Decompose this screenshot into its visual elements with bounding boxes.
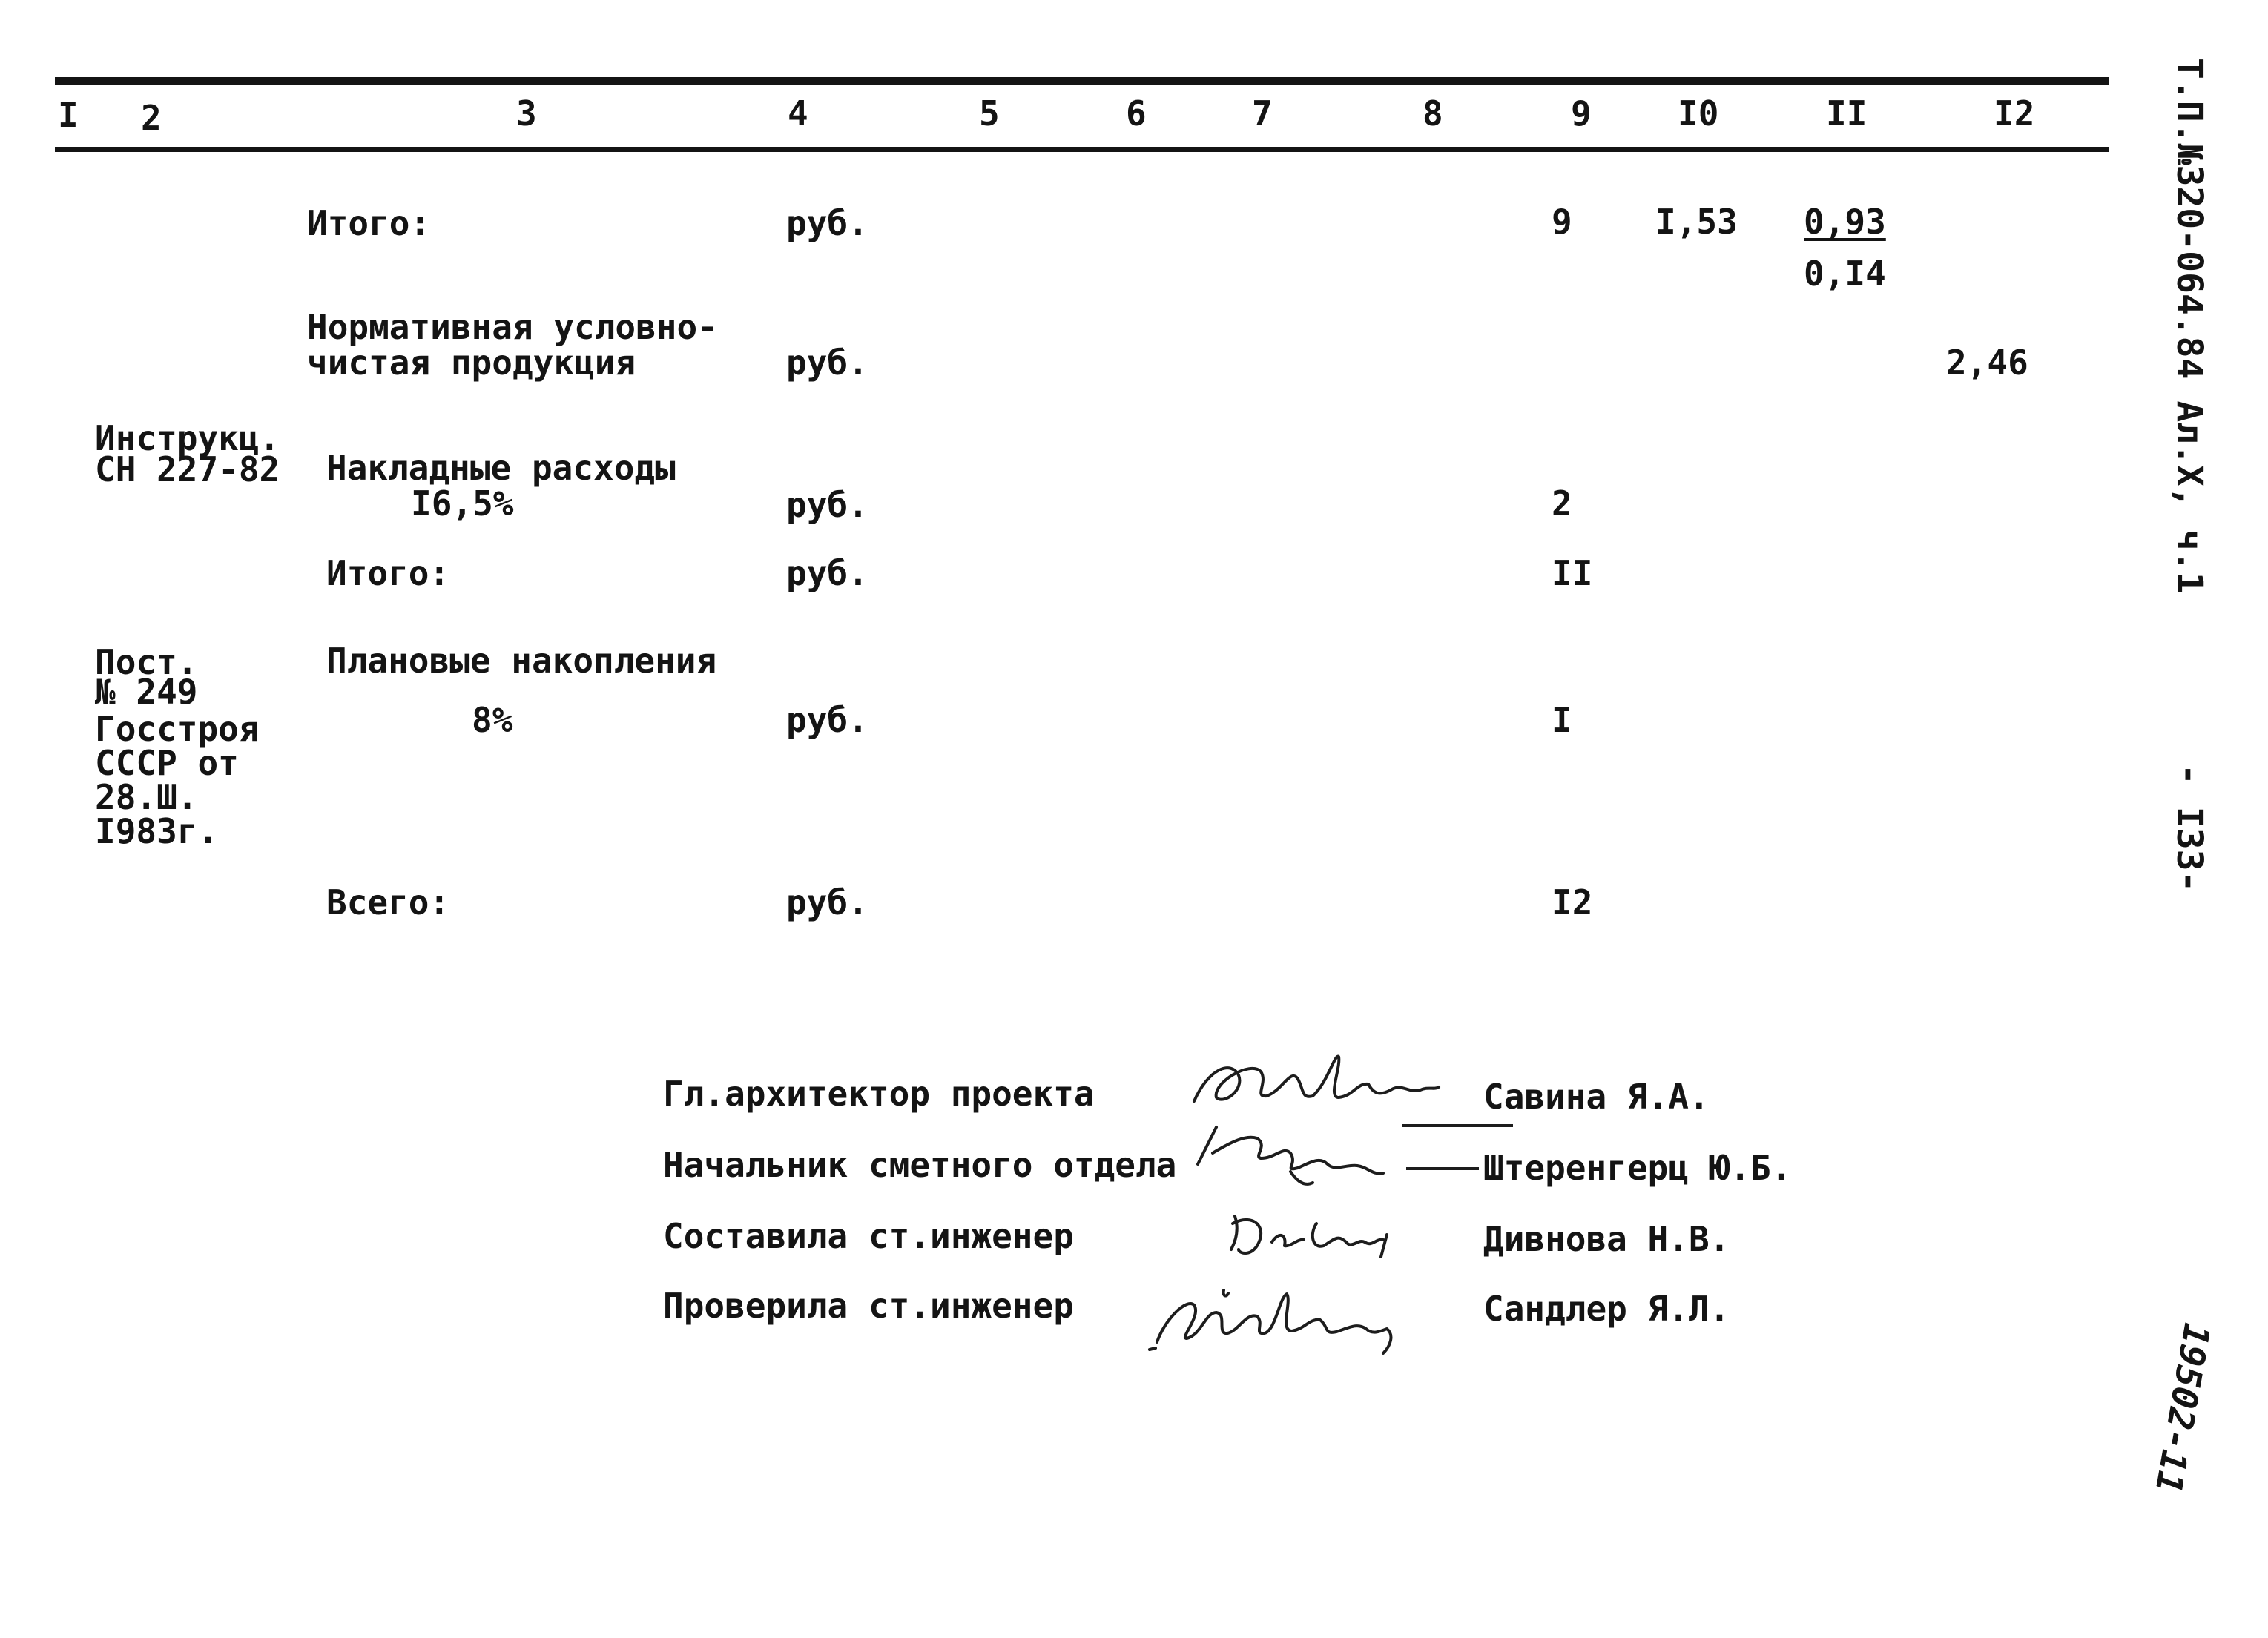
table-top-rule <box>55 77 2109 85</box>
overhead-unit: руб. <box>786 485 868 525</box>
planned-rate: 8% <box>472 700 513 740</box>
itogo2-unit: руб. <box>786 553 868 593</box>
normative-unit: руб. <box>786 343 868 383</box>
planned-basis-line3: Госстроя <box>95 709 260 749</box>
itogo-label: Итого: <box>307 203 431 243</box>
column-header-5: 5 <box>979 93 1000 133</box>
column-header-11: II <box>1826 93 1868 133</box>
total-col9: I2 <box>1552 882 1593 922</box>
signature-savina <box>1179 1038 1446 1120</box>
normative-col12: 2,46 <box>1946 343 2028 383</box>
signature-sandler <box>1135 1261 1431 1364</box>
planned-basis-line1: Пост. <box>95 642 198 682</box>
total-label: Всего: <box>326 882 450 922</box>
itogo-unit: руб. <box>786 203 868 243</box>
column-header-7: 7 <box>1252 93 1273 133</box>
signature-role-checked: Проверила ст.инженер <box>663 1286 1074 1326</box>
column-header-6: 6 <box>1126 93 1147 133</box>
planned-basis-line6: I983г. <box>95 811 219 851</box>
signature-shterengerts <box>1187 1112 1409 1194</box>
normative-label-line1: Нормативная условно- <box>307 307 718 347</box>
itogo-col11-top: 0,93 <box>1804 202 1886 242</box>
overhead-basis-line1: Инструкц. <box>95 418 280 458</box>
planned-unit: руб. <box>786 700 868 740</box>
project-reference: Т.П.№320-064.84 Ал.Х, ч.1 <box>2169 58 2210 594</box>
signature-divnova <box>1216 1194 1409 1268</box>
planned-basis-line5: 28.Ш. <box>95 777 198 817</box>
signature-name-compiled: Дивнова Н.В. <box>1483 1219 1730 1259</box>
signature-name-estimates-head: Штеренгерц Ю.Б. <box>1483 1148 1792 1188</box>
itogo-col9: 9 <box>1552 202 1572 242</box>
column-header-9: 9 <box>1571 93 1592 133</box>
column-header-12: I2 <box>1994 93 2035 133</box>
signature-role-estimates-head: Начальник сметного отдела <box>663 1145 1177 1185</box>
overhead-basis-line2: СН 227-82 <box>95 449 280 489</box>
itogo-col10: I,53 <box>1655 202 1738 242</box>
overhead-rate: I6,5% <box>411 483 514 524</box>
signature-name-chief-architect: Савина Я.А. <box>1483 1077 1710 1117</box>
itogo2-col9: II <box>1552 553 1593 593</box>
signature-role-compiled: Составила ст.инженер <box>663 1216 1074 1256</box>
planned-col9: I <box>1552 700 1572 740</box>
column-header-1: I <box>58 95 79 135</box>
itogo-col11-bottom: 0,I4 <box>1804 254 1886 294</box>
total-unit: руб. <box>786 882 868 922</box>
overhead-col9: 2 <box>1552 483 1572 524</box>
page-number: - I33- <box>2169 764 2210 893</box>
column-header-4: 4 <box>788 93 808 133</box>
archive-code: 19502-11 <box>2146 1320 2218 1496</box>
table-header-rule <box>55 147 2109 152</box>
signature-dash-2 <box>1406 1167 1479 1170</box>
normative-label-line2: чистая продукция <box>307 343 636 383</box>
signature-name-checked: Сандлер Я.Л. <box>1483 1289 1730 1329</box>
column-header-8: 8 <box>1423 93 1443 133</box>
planned-basis-line2: № 249 <box>95 672 198 712</box>
signature-line-1 <box>1402 1124 1513 1127</box>
itogo2-label: Итого: <box>326 553 450 593</box>
planned-basis-line4: СССР от <box>95 743 239 783</box>
column-header-2: 2 <box>141 98 162 138</box>
signature-role-chief-architect: Гл.архитектор проекта <box>663 1074 1095 1114</box>
overhead-label: Накладные расходы <box>326 448 676 488</box>
column-header-3: 3 <box>516 93 537 133</box>
column-header-10: I0 <box>1678 93 1719 133</box>
planned-label: Плановые накопления <box>326 641 717 681</box>
